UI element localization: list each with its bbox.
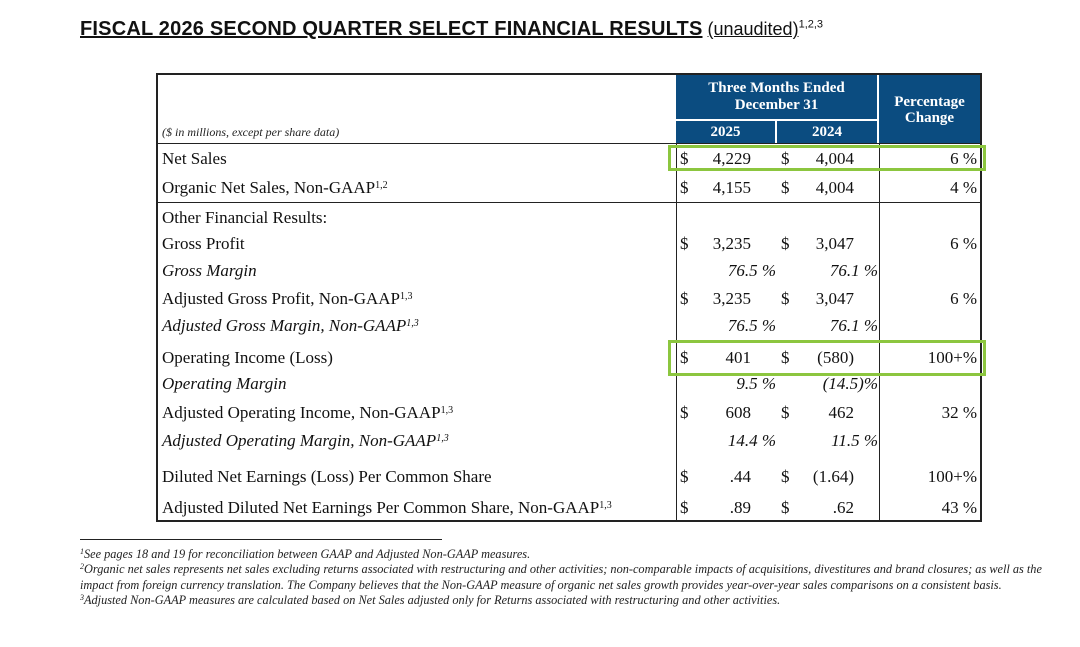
units-note: ($ in millions, except per share data) (162, 125, 340, 139)
dollar-sign: $ (680, 234, 689, 253)
margin-2025: 76.5 % (727, 261, 776, 280)
value-2024: (580) (817, 348, 854, 367)
highlight-net-sales (668, 145, 986, 171)
footnote-mark: 1,3 (440, 405, 454, 416)
table-row (158, 287, 980, 311)
dollar-sign: $ (680, 467, 689, 486)
margin-2024: 76.1 % (829, 316, 878, 335)
value-2025: .89 (729, 498, 751, 517)
dollar-sign: $ (781, 149, 790, 168)
value-2024: 462 (828, 403, 854, 422)
dollar-sign: $ (781, 348, 790, 367)
row-label: Operating Margin (162, 374, 287, 393)
margin-2025: 14.4 % (727, 431, 776, 450)
year-prior-header: 2024 (777, 121, 879, 143)
value-2024: 3,047 (815, 289, 854, 308)
dollar-sign: $ (781, 467, 790, 486)
dollar-sign: $ (781, 498, 790, 517)
financial-results-table (156, 73, 982, 522)
report-title (80, 18, 823, 41)
row-label: Operating Income (Loss) (162, 348, 333, 367)
margin-2025: 9.5 % (736, 374, 776, 393)
dollar-sign: $ (680, 498, 689, 517)
row-label: Other Financial Results: (162, 208, 328, 227)
value-2025: 4,155 (712, 178, 751, 197)
margin-2024: 76.1 % (829, 261, 878, 280)
row-label: Adjusted Gross Margin, Non-GAAP$^{1,3}$ (162, 316, 419, 335)
value-2024: 4,004 (815, 178, 854, 197)
row-label: Adjusted Operating Margin, Non-GAAP$^{1,3}$ (162, 431, 449, 450)
table-row (158, 429, 980, 453)
footnote-mark: 1,3 (400, 291, 413, 302)
table-row (158, 401, 980, 425)
period-header: Three Months Ended December 31 (676, 75, 879, 119)
margin-2024: (14.5)% (822, 374, 878, 393)
margin-2024: 11.5 % (831, 431, 878, 450)
percentage-change: 32 % (941, 403, 977, 422)
row-label: Adjusted Gross Profit, Non-GAAP$^{1,3}$ (162, 289, 413, 308)
row-label: Adjusted Operating Income, Non-GAAP$^{1,3}$ (162, 403, 454, 422)
table-row (158, 259, 980, 283)
dollar-sign: $ (781, 403, 790, 422)
table-row (158, 465, 980, 489)
footnote-mark: 1,3 (436, 433, 449, 444)
highlight-operating-income (668, 340, 986, 376)
dollar-sign: $ (781, 289, 790, 308)
title-unaudited: (unaudited) (707, 19, 799, 39)
value-2025: .44 (729, 467, 751, 486)
percentage-change: 100+% (927, 348, 977, 367)
value-2025: 4,229 (712, 149, 751, 168)
row-label: Organic Net Sales, Non-GAAP$^{1,2}$ (162, 178, 388, 197)
row-label: Diluted Net Earnings (Loss) Per Common Share (162, 467, 492, 486)
percentage-change: 6 % (950, 289, 977, 308)
title-main: FISCAL 2026 SECOND QUARTER SELECT FINANCIAL RESULTS (80, 18, 703, 40)
percentage-change-header: Percentage Change (879, 75, 980, 143)
header-divider (158, 143, 980, 144)
row-label: Gross Profit (162, 234, 245, 253)
footnote: $^1$See pages 18 and 19 for reconciliation between GAAP and Adjusted Non-GAAP measures. (80, 547, 531, 561)
percentage-change: 4 % (950, 178, 977, 197)
percentage-change: 6 % (950, 234, 977, 253)
value-2025: 3,235 (712, 289, 751, 308)
percentage-change: 43 % (941, 498, 977, 517)
value-2024: 4,004 (815, 149, 854, 168)
year-current-header: 2025 (676, 121, 777, 143)
dollar-sign: $ (781, 178, 790, 197)
footnotes (80, 547, 1055, 609)
footnote-divider (80, 539, 442, 540)
footnote: $^3$Adjusted Non-GAAP measures are calculated based on Net Sales adjusted only for Returns associated with restructuring and other activities. (80, 593, 781, 608)
table-row (158, 314, 980, 338)
percentage-change: 6 % (950, 149, 977, 168)
dollar-sign: $ (680, 289, 689, 308)
value-2024: (1.64) (812, 467, 854, 486)
title-footnote-marks: 1,2,3 (798, 18, 824, 31)
section-divider (158, 202, 980, 203)
dollar-sign: $ (680, 149, 689, 168)
value-2024: .62 (832, 498, 854, 517)
dollar-sign: $ (680, 348, 689, 367)
row-label: Net Sales (162, 149, 227, 168)
footnote-mark: 1,3 (406, 318, 419, 329)
row-label: Adjusted Diluted Net Earnings Per Common Share, Non-GAAP$^{1,3}$ (162, 498, 612, 517)
table-row (158, 232, 980, 256)
margin-2025: 76.5 % (727, 316, 776, 335)
dollar-sign: $ (680, 178, 689, 197)
dollar-sign: $ (680, 403, 689, 422)
dollar-sign: $ (781, 234, 790, 253)
table-row (158, 206, 980, 230)
table-row (158, 176, 980, 200)
value-2024: 3,047 (815, 234, 854, 253)
value-2025: 3,235 (712, 234, 751, 253)
footnote-mark: 1,2 (375, 180, 388, 191)
value-2025: 401 (725, 348, 751, 367)
percentage-change: 100+% (927, 467, 977, 486)
row-label: Gross Margin (162, 261, 257, 280)
table-row (158, 496, 980, 520)
footnote-mark: 1,3 (599, 500, 612, 511)
footnote: $^2$Organic net sales represents net sales excluding returns associated with restructuring and other activities; non-comparable impacts of acquisitions, divestitures and brand closures; as well as the impact from foreign currency translation. The Company believes that the Non-GAAP measure of organic net sales growth provides year-over-year sales comparisons on a consistent basis. (80, 562, 1042, 592)
value-2025: 608 (725, 403, 751, 422)
